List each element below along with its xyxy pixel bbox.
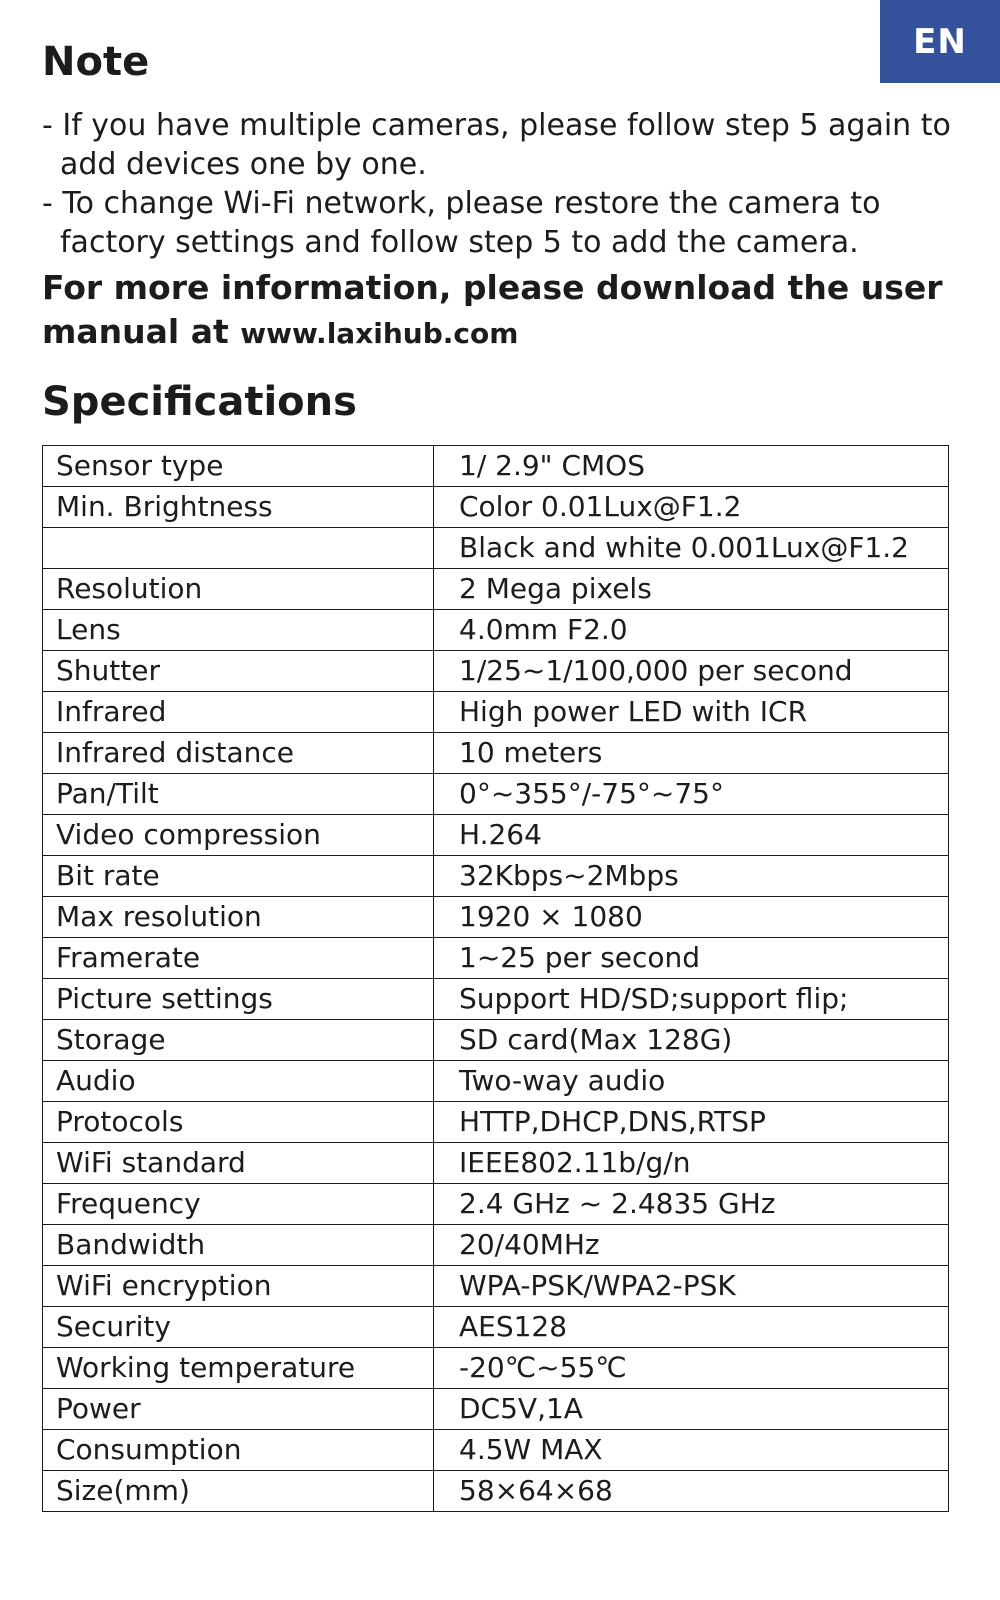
note-title: Note xyxy=(42,39,150,85)
specifications-title: Specifications xyxy=(42,379,357,425)
specifications-table-body xyxy=(43,446,949,1512)
spec-label: Min. Brightness xyxy=(43,487,434,528)
spec-label: Bandwidth xyxy=(43,1225,434,1266)
spec-value: DC5V,1A xyxy=(434,1389,949,1430)
spec-row xyxy=(43,446,949,487)
spec-label: Working temperature xyxy=(43,1348,434,1389)
spec-row xyxy=(43,1020,949,1061)
spec-label: Power xyxy=(43,1389,434,1430)
spec-value: 10 meters xyxy=(434,733,949,774)
spec-value: Color 0.01Lux@F1.2 xyxy=(434,487,949,528)
spec-label: WiFi encryption xyxy=(43,1266,434,1307)
spec-row xyxy=(43,1102,949,1143)
spec-value: 1/ 2.9" CMOS xyxy=(434,446,949,487)
spec-value: 4.5W MAX xyxy=(434,1430,949,1471)
spec-value: 1~25 per second xyxy=(434,938,949,979)
more-info-text xyxy=(42,266,972,356)
spec-row xyxy=(43,610,949,651)
spec-row xyxy=(43,938,949,979)
spec-row xyxy=(43,651,949,692)
spec-value: 1/25~1/100,000 per second xyxy=(434,651,949,692)
spec-row xyxy=(43,774,949,815)
spec-row xyxy=(43,1471,949,1512)
spec-row xyxy=(43,1389,949,1430)
spec-label: Framerate xyxy=(43,938,434,979)
spec-row xyxy=(43,1225,949,1266)
spec-label: Security xyxy=(43,1307,434,1348)
spec-label: Frequency xyxy=(43,1184,434,1225)
spec-row xyxy=(43,487,949,528)
spec-label: Size(mm) xyxy=(43,1471,434,1512)
spec-label: Audio xyxy=(43,1061,434,1102)
spec-label: Resolution xyxy=(43,569,434,610)
spec-row xyxy=(43,1266,949,1307)
spec-label: Max resolution xyxy=(43,897,434,938)
language-badge-label: EN xyxy=(913,21,967,62)
note-list xyxy=(42,106,952,262)
spec-row xyxy=(43,733,949,774)
spec-value: HTTP,DHCP,DNS,RTSP xyxy=(434,1102,949,1143)
spec-row xyxy=(43,1061,949,1102)
spec-value: 1920 × 1080 xyxy=(434,897,949,938)
spec-row xyxy=(43,528,949,569)
spec-value: WPA-PSK/WPA2-PSK xyxy=(434,1266,949,1307)
website-link[interactable]: www.laxihub.com xyxy=(240,317,519,350)
spec-row xyxy=(43,1348,949,1389)
spec-label: Protocols xyxy=(43,1102,434,1143)
spec-row xyxy=(43,856,949,897)
spec-value: High power LED with ICR xyxy=(434,692,949,733)
spec-row xyxy=(43,1143,949,1184)
note-item: - To change Wi-Fi network, please restore the camera to factory settings and follow step 5 to add the camera. xyxy=(42,186,881,260)
spec-label xyxy=(43,528,434,569)
spec-row xyxy=(43,979,949,1020)
spec-value: AES128 xyxy=(434,1307,949,1348)
spec-row xyxy=(43,815,949,856)
spec-value: Two-way audio xyxy=(434,1061,949,1102)
spec-label: Sensor type xyxy=(43,446,434,487)
spec-row xyxy=(43,1430,949,1471)
spec-value: 4.0mm F2.0 xyxy=(434,610,949,651)
spec-label: Consumption xyxy=(43,1430,434,1471)
spec-value: H.264 xyxy=(434,815,949,856)
spec-label: Infrared xyxy=(43,692,434,733)
spec-value: Black and white 0.001Lux@F1.2 xyxy=(434,528,949,569)
note-item: - If you have multiple cameras, please follow step 5 again to add devices one by one. xyxy=(42,108,951,182)
spec-row xyxy=(43,692,949,733)
specifications-table xyxy=(42,445,949,1512)
spec-label: Infrared distance xyxy=(43,733,434,774)
more-info-label: For more information, please download the user manual at xyxy=(42,268,943,351)
spec-value: 20/40MHz xyxy=(434,1225,949,1266)
spec-value: SD card(Max 128G) xyxy=(434,1020,949,1061)
spec-label: Video compression xyxy=(43,815,434,856)
spec-value: Support HD/SD;support flip; xyxy=(434,979,949,1020)
spec-value: 2.4 GHz ~ 2.4835 GHz xyxy=(434,1184,949,1225)
spec-label: Shutter xyxy=(43,651,434,692)
spec-label: Bit rate xyxy=(43,856,434,897)
spec-label: Pan/Tilt xyxy=(43,774,434,815)
spec-value: 32Kbps~2Mbps xyxy=(434,856,949,897)
spec-value: 0°~355°/-75°~75° xyxy=(434,774,949,815)
spec-row xyxy=(43,569,949,610)
spec-label: WiFi standard xyxy=(43,1143,434,1184)
spec-row xyxy=(43,897,949,938)
language-badge xyxy=(880,0,1000,83)
spec-value: 2 Mega pixels xyxy=(434,569,949,610)
spec-label: Storage xyxy=(43,1020,434,1061)
spec-value: IEEE802.11b/g/n xyxy=(434,1143,949,1184)
spec-label: Picture settings xyxy=(43,979,434,1020)
spec-row xyxy=(43,1307,949,1348)
spec-value: -20℃~55℃ xyxy=(434,1348,949,1389)
spec-value: 58×64×68 xyxy=(434,1471,949,1512)
spec-label: Lens xyxy=(43,610,434,651)
spec-row xyxy=(43,1184,949,1225)
